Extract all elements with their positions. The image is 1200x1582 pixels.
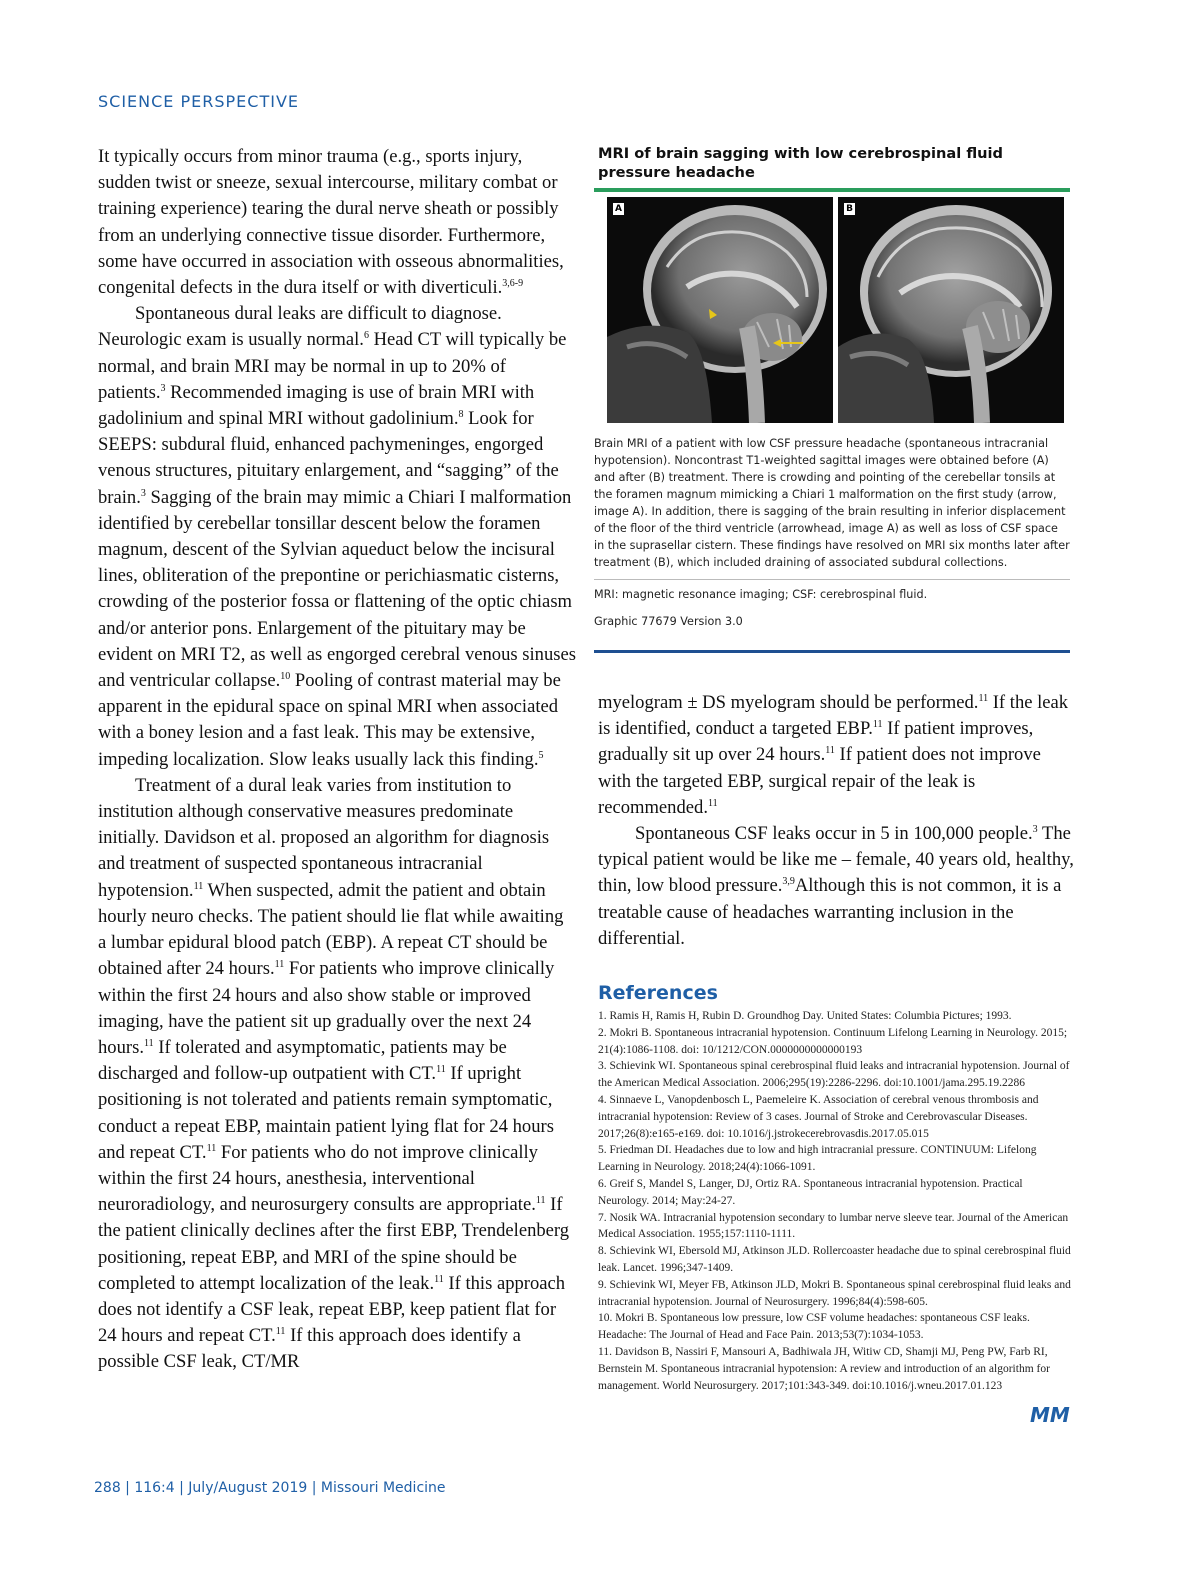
- reference-item: 8. Schievink WI, Ebersold MJ, Atkinson JLD. Rollercoaster headache due to spinal cerebrospinal fluid leak. Lancet. 1996;347-1409.: [598, 1245, 1071, 1274]
- reference-item: 11. Davidson B, Nassiri F, Mansouri A, Badhiwala JH, Witiw CD, Shamji MJ, Peng PW, Farb RI, Bernstein M. Spontaneous intracranial hypotension: A review and introduction of an algorithm for management. World Neurosurgery. 2017;101:343-349. doi:10.1016/j.wneu.2017.01.123: [598, 1345, 1050, 1392]
- reference-item: 5. Friedman DI. Headaches due to low and high intracranial pressure. CONTINUUM: Lifelong Learning in Neurology. 2018;24(4):1066-1091.: [598, 1144, 1037, 1174]
- body-paragraph-1: [98, 144, 576, 301]
- reference-item: 2. Mokri B. Spontaneous intracranial hypotension. Continuum Lifelong Learning in Neurology. 2015; 21(4):1086-1108. doi: 10/1212/CON.0000000000000193: [598, 1026, 1068, 1056]
- citation-ref: 10: [280, 670, 291, 682]
- citation-ref: 11: [707, 797, 718, 809]
- body-text: If tolerated and asymptomatic, patients may be discharged and follow-up outpatient with CT.: [98, 1036, 507, 1085]
- citation-ref: 5: [538, 749, 544, 761]
- reference-item: 7. Nosik WA. Intracranial hypotension secondary to lumbar nerve sleeve tear. Journal of the American Medical Association. 1955;157:1110-1111.: [598, 1211, 1069, 1241]
- citation-ref: 11: [978, 692, 989, 704]
- body-text: If upright positioning is not tolerated and patients remain symptomatic, conduct a repeat EBP, maintain patient lying flat for 24 hours and repeat CT.: [98, 1063, 554, 1163]
- citation-ref: 3,6-9: [502, 277, 524, 289]
- body-text: If this approach does not identify a CSF leak, repeat EBP, keep patient flat for 24 hours and repeat CT.: [98, 1272, 566, 1347]
- mri-image-b: [838, 197, 1064, 423]
- body-paragraph-2: [98, 301, 576, 773]
- figure-bottom-rule: [594, 650, 1070, 653]
- citation-ref: 11: [436, 1063, 446, 1075]
- mri-scan-b-graphic: [838, 197, 1064, 423]
- citation-ref: 11: [434, 1273, 444, 1285]
- body-text: Spontaneous dural leaks are difficult to diagnose. Neurologic exam is usually normal.: [98, 303, 502, 351]
- figure-abbreviations: MRI: magnetic resonance imaging; CSF: cerebrospinal fluid.: [594, 579, 1070, 603]
- body-text: For patients who do not improve clinically within the first 24 hours, anesthesia, interventional neuroradiology, and neurosurgery consults are appropriate.: [98, 1141, 538, 1216]
- right-column: [598, 690, 1074, 952]
- body-text: Recommended imaging is use of brain MRI with gadolinium and spinal MRI without gadolinium.: [98, 381, 535, 430]
- mri-image-a: [607, 197, 833, 423]
- body-text: If the patient clinically declines after the first EBP, Trendelenberg positioning, repeat EBP, and MRI of the spine should be completed to attempt localization of the leak.: [98, 1194, 570, 1294]
- body-paragraph-5: [598, 821, 1074, 952]
- citation-ref: 11: [825, 745, 835, 757]
- body-text: myelogram ± DS myelogram should be performed.: [598, 692, 979, 713]
- body-text: Treatment of a dural leak varies from institution to institution although conservative measures predominate initially. Davidson et al. proposed an algorithm for diagnosis and treatment of suspected spontaneous intracranial hypotension.: [98, 774, 550, 901]
- reference-item: 10. Mokri B. Spontaneous low pressure, low CSF volume headaches: spontaneous CSF leaks. Headache: The Journal of Head and Face Pain. 2013;53(7):1034-1053.: [598, 1312, 1030, 1342]
- reference-item: 4. Sinnaeve L, Vanopdenbosch L, Paemeleire K. Association of cerebral venous thrombosis and intracranial hypotension: Review of 3 cases. Journal of Stroke and Cerebrovascular Diseases. 2017;26(8):e165-e169. doi: 10.1016/j.jstrokecerebrovasdis.2017.05.015: [598, 1093, 1039, 1140]
- citation-ref: 3: [140, 487, 146, 499]
- citation-ref: 11: [535, 1194, 546, 1206]
- citation-ref: 11: [143, 1037, 154, 1049]
- body-text: Pooling of contrast material may be apparent in the epidural space on spinal MRI when associated with a boney lesion and a fast leak. This may be extensive, impeding localization. Slow leaks usually lack this finding.: [98, 670, 561, 770]
- left-column: [98, 144, 576, 1376]
- missouri-medicine-logo: MM: [1030, 1403, 1070, 1427]
- reference-item: 3. Schievink WI. Spontaneous spinal cerebrospinal fluid leaks and intracranial hypotension. Journal of the American Medical Association. 2006;295(19):2286-2296. doi:10.1001/jama.295.19.2286: [598, 1060, 1070, 1090]
- body-text: The typical patient would be like me – female, 40 years old, healthy, thin, low blood pressure.: [598, 823, 1074, 897]
- citation-ref: 6: [363, 330, 369, 342]
- citation-ref: 11: [274, 959, 285, 971]
- body-text: For patients who improve clinically within the first 24 hours and also show stable or improved imaging, have the patient sit up gradually over the next 24 hours.: [98, 958, 555, 1058]
- body-text: Although this is not common, it is a treatable cause of headaches warranting inclusion in the differential.: [598, 875, 1062, 949]
- citation-ref: 3,9: [782, 876, 795, 888]
- citation-ref: 8: [458, 408, 464, 420]
- citation-ref: 3: [160, 382, 166, 394]
- body-text: If patient does not improve with the targeted EBP, surgical repair of the leak is recommended.: [598, 744, 1041, 818]
- section-header: SCIENCE PERSPECTIVE: [98, 92, 299, 111]
- reference-item: 9. Schievink WI, Meyer FB, Atkinson JLD, Mokri B. Spontaneous spinal cerebrospinal fluid leaks and intracranial hypotension. Journal of Neurosurgery. 1996;84(4):598-605.: [598, 1278, 1071, 1308]
- body-text: Spontaneous CSF leaks occur in 5 in 100,000 people.: [635, 823, 1033, 845]
- reference-item: 6. Greif S, Mandel S, Langer, DJ, Ortiz RA. Spontaneous intracranial hypotension. Practical Neurology. 2014; May:24-27.: [598, 1177, 1023, 1207]
- body-text: It typically occurs from minor trauma (e.g., sports injury, sudden twist or sneeze, sexual intercourse, military combat or training experience) tearing the dural nerve sheath or possibly from an underlying connective tissue disorder. Furthermore, some have occurred in association with osseous abnormalities, congenital defects in the dura itself or with diverticuli.: [98, 146, 564, 299]
- citation-ref: 11: [275, 1325, 286, 1337]
- mri-figure: [594, 144, 1070, 653]
- page-footer: 288 | 116:4 | July/August 2019 | Missouri Medicine: [94, 1480, 446, 1496]
- citation-ref: 11: [206, 1142, 217, 1154]
- references-section: [598, 982, 1074, 1394]
- reference-item: 1. Ramis H, Ramis H, Rubin D. Groundhog Day. United States: Columbia Pictures; 1993.: [598, 1010, 1012, 1022]
- body-text: Look for SEEPS: subdural fluid, enhanced pachymeninges, engorged venous structures, pituitary enlargement, and “sagging” of the brain.: [98, 408, 559, 508]
- figure-graphic-id: Graphic 77679 Version 3.0: [594, 615, 743, 628]
- body-text: If patient improves, gradually sit up over 24 hours.: [598, 718, 1034, 766]
- figure-title-rule: [594, 188, 1070, 192]
- references-heading: References: [598, 982, 718, 1004]
- mri-scan-a-graphic: [607, 197, 833, 423]
- citation-ref: 11: [193, 880, 204, 892]
- body-text: If this approach does identify a possible CSF leak, CT/MR: [98, 1325, 521, 1373]
- image-label-a: A: [613, 203, 624, 215]
- body-paragraph-4: [598, 690, 1074, 821]
- figure-title: MRI of brain sagging with low cerebrospinal fluid pressure headache: [598, 145, 1003, 181]
- body-text: When suspected, admit the patient and obtain hourly neuro checks. The patient should lie flat while awaiting a lumbar epidural blood patch (EBP). A repeat CT should be obtained after 24 hours.: [98, 879, 564, 980]
- figure-images: [594, 197, 1070, 423]
- body-text: Sagging of the brain may mimic a Chiari I malformation identified by cerebellar tonsillar descent below the foramen magnum, descent of the Sylvian aqueduct below the incisural lines, obliteration of the prepontine or perichiasmatic cisterns, crowding of the posterior fossa or flattening of the optic chiasm and/or anterior pons. Enlargement of the pituitary may be evident on MRI T2, as well as engorged cerebral venous sinuses and ventricular collapse.: [98, 486, 576, 692]
- image-label-b: B: [844, 203, 855, 215]
- body-text: Head CT will typically be normal, and brain MRI may be normal in up to 20% of patients.: [98, 329, 567, 403]
- figure-caption: Brain MRI of a patient with low CSF pressure headache (spontaneous intracranial hypotension). Noncontrast T1-weighted sagittal images were obtained before (A) and after (B) treatment. There is crowding and pointing of the cerebellar tonsils at the foramen magnum mimicking a Chiari 1 malformation on the first study (arrow, image A). In addition, there is sagging of the brain resulting in inferior displacement of the floor of the third ventricle (arrowhead, image A) as well as loss of CSF space in the suprasellar cistern. These findings have resolved on MRI six months later after treatment (B), which included draining of associated subdural collections.: [594, 437, 1070, 569]
- body-text: If the leak is identified, conduct a targeted EBP.: [598, 692, 1069, 740]
- citation-ref: 11: [872, 719, 883, 731]
- body-paragraph-3: [98, 773, 576, 1376]
- citation-ref: 3: [1032, 823, 1038, 835]
